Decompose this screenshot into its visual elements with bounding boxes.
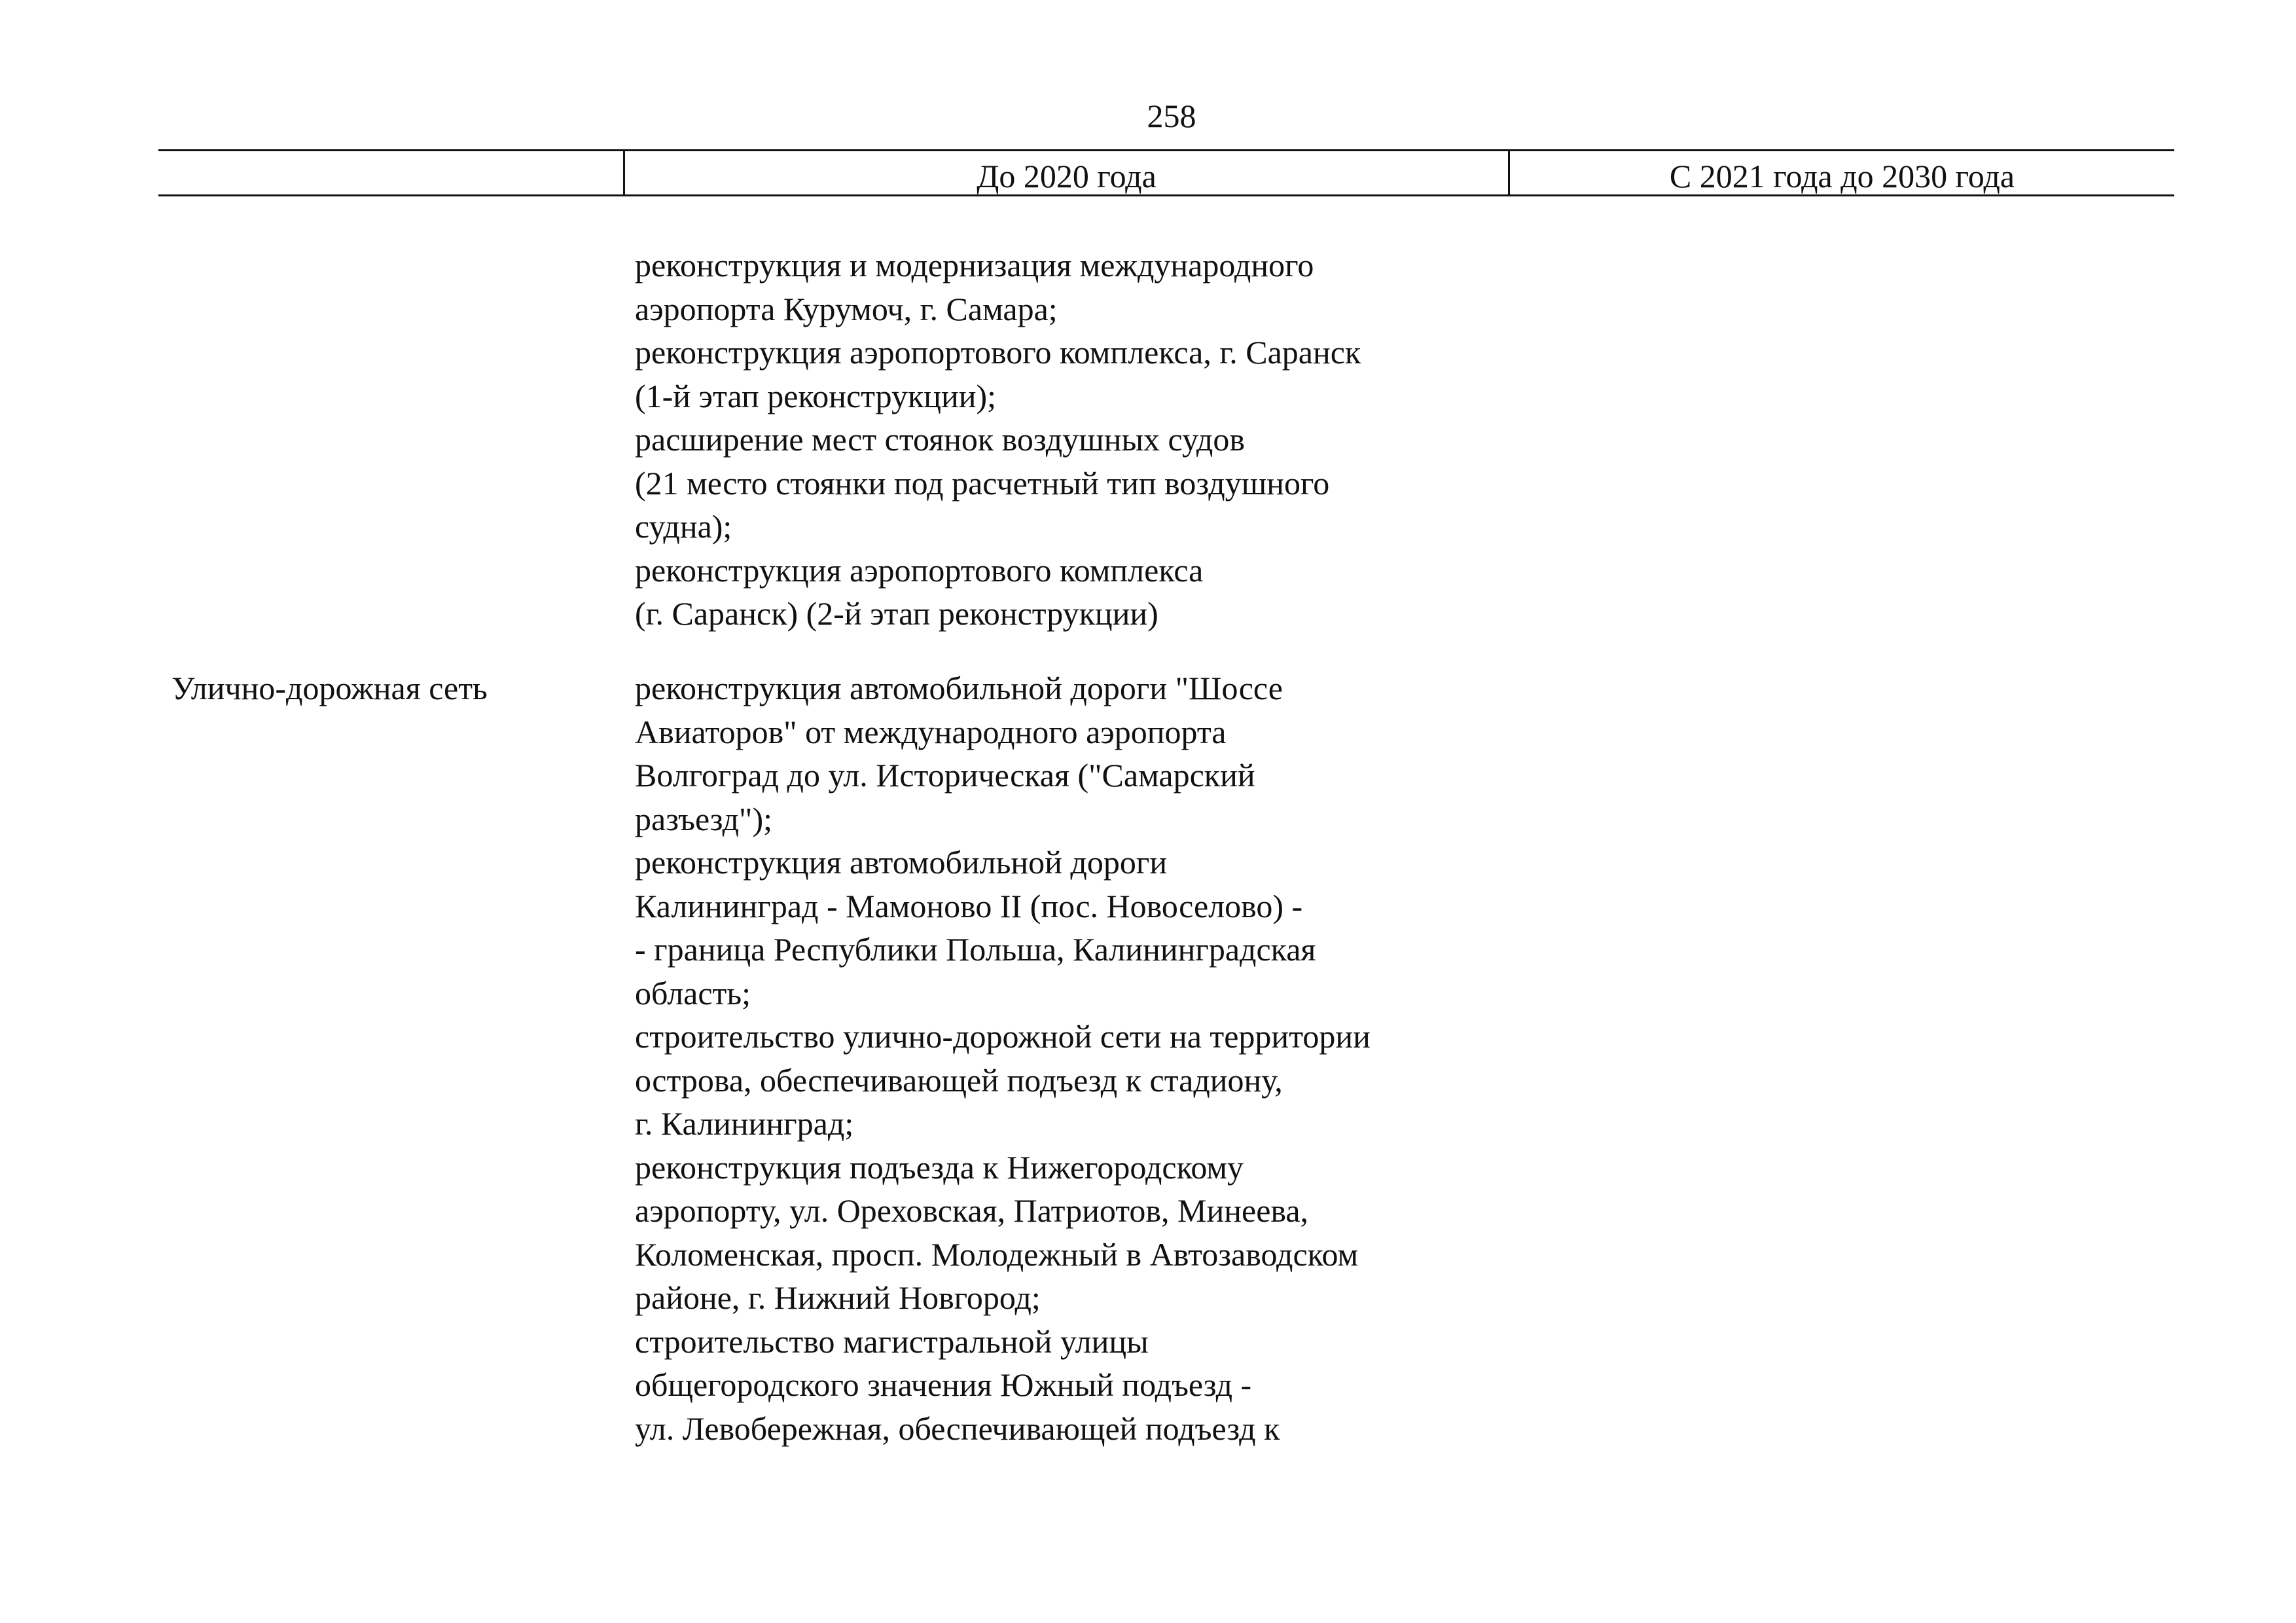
row-text-until-2020	[635, 666, 1551, 1450]
text-line: острова, обеспечивающей подъезд к стадиону,	[635, 1061, 1283, 1099]
header-column-until-2020: До 2020 года	[977, 158, 1157, 194]
text-line: реконструкция автомобильной дороги	[635, 844, 1168, 881]
text-line: общегородского значения Южный подъезд -	[635, 1366, 1252, 1403]
text-line: - граница Республики Польша, Калининградская	[635, 931, 1316, 968]
text-line: реконструкция аэропортового комплекса	[635, 551, 1204, 589]
text-line: судна);	[635, 508, 732, 545]
row-text-until-2020	[635, 244, 1551, 636]
text-line: реконструкция и модернизация международного	[635, 247, 1314, 283]
text-line: Волгоград до ул. Историческая ("Самарский	[635, 757, 1255, 793]
text-line: г. Калининград;	[635, 1105, 854, 1142]
text-line: строительство магистральной улицы	[635, 1322, 1149, 1360]
text-line: Авиаторов" от международного аэропорта	[635, 713, 1227, 750]
text-line: разъезд");	[635, 800, 772, 837]
text-line: аэропорту, ул. Ореховская, Патриотов, Минеева,	[635, 1192, 1309, 1229]
text-line: Коломенская, просп. Молодежный в Автозаводском	[635, 1235, 1359, 1273]
table-header	[158, 149, 2174, 196]
header-column-2021-2030: С 2021 года до 2030 года	[1669, 158, 2015, 194]
text-line: Калининград - Мамоново II (пос. Новоселово) -	[635, 887, 1303, 924]
text-line: реконструкция автомобильной дороги "Шоссе	[635, 670, 1283, 706]
row-label: Улично-дорожная сеть	[171, 670, 488, 706]
text-line: (г. Саранск) (2-й этап реконструкции)	[635, 595, 1158, 632]
page-number: 258	[1147, 98, 1196, 134]
text-line: районе, г. Нижний Новгород;	[635, 1279, 1041, 1316]
text-line: строительство улично-дорожной сети на территории	[635, 1018, 1371, 1055]
text-line: ул. Левобережная, обеспечивающей подъезд к	[635, 1410, 1280, 1447]
text-line: (21 место стоянки под расчетный тип воздушного	[635, 464, 1330, 501]
text-line: расширение мест стоянок воздушных судов	[635, 421, 1245, 458]
text-line: аэропорта Курумоч, г. Самара;	[635, 290, 1058, 327]
text-line: реконструкция подъезда к Нижегородскому	[635, 1148, 1244, 1186]
text-line: реконструкция аэропортового комплекса, г. Саранск	[635, 334, 1361, 371]
text-line: область;	[635, 974, 751, 1012]
text-line: (1-й этап реконструкции);	[635, 377, 997, 414]
